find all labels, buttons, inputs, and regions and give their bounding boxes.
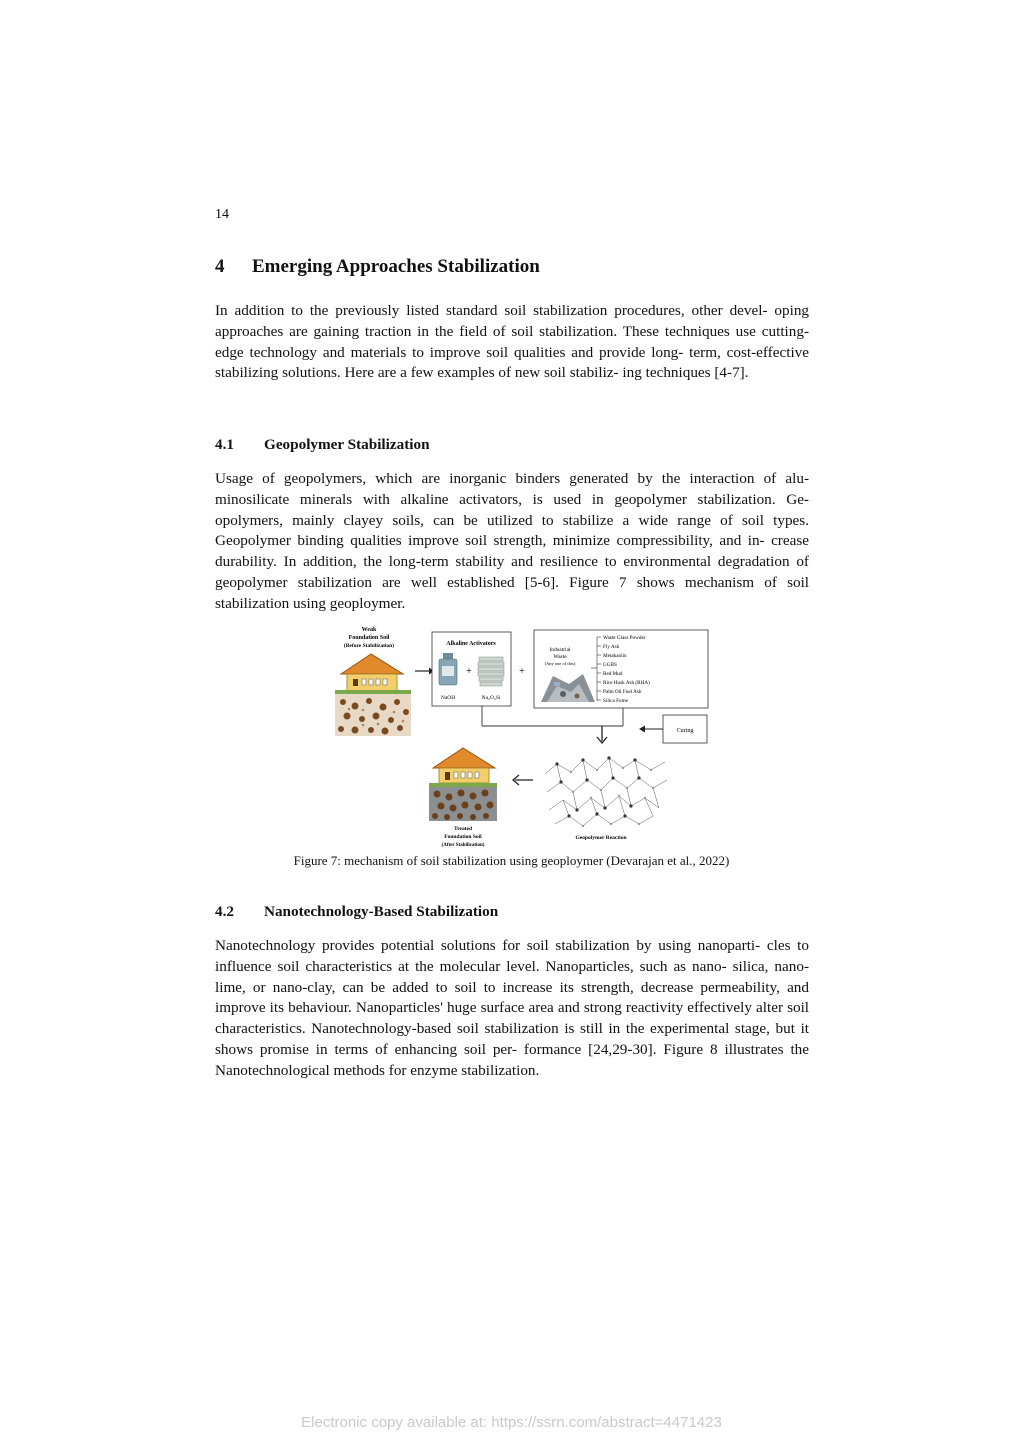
- subsection-heading-nanotechnology: 4.2 Nanotechnology-Based Stabilization: [215, 903, 499, 920]
- treated-soil-label-2: Foundation Soil: [444, 834, 482, 840]
- curing-label: Curing: [676, 728, 694, 734]
- geopolymer-paragraph: Usage of geopolymers, which are inorganic binders generated by the interaction of alu- minosilicate minerals with alkaline activators, is used in geopolymer stabilization. Ge- opolymers, mainly clayey soils, can be utilized to stabilize a wide range of soil types. Geopolymer binding qualities improve soil strength, minimize compressibility, and in- crease durability. In addition, the long-term stability and resilience to environmental degradation of geopolymer stabilization are well established [5-6]. Figure 7 shows mechanism of soil stabilization using geoploymer.: [215, 470, 810, 612]
- waste-item-4: GGBS: [603, 662, 617, 668]
- plus-sign-2: +: [519, 666, 525, 677]
- weak-soil-label-1: Weak: [361, 627, 377, 633]
- industrial-waste-label-3: (Any one of this): [544, 661, 576, 666]
- alkaline-activators-label: Alkaline Activators: [446, 641, 496, 647]
- weak-soil-label-3: (Before Stabilization): [343, 643, 395, 649]
- waste-item-7: Palm Oil Fuel Ash: [603, 689, 642, 695]
- waste-item-6: Rice Husk Ash (RHA): [603, 680, 650, 686]
- geopolymer-network-icon: [545, 758, 667, 826]
- section-number: 4: [215, 256, 225, 277]
- waste-item-8: Silica Fume: [603, 698, 628, 704]
- treated-soil-icon: [429, 787, 497, 821]
- house-after-icon: [429, 748, 497, 787]
- industrial-waste-label-2: Waste: [553, 654, 567, 660]
- figure-caption: Figure 7: mechanism of soil stabilization using geoploymer (Devarajan et al., 2022): [293, 853, 730, 868]
- treated-soil-label-3: (After Stabilization): [441, 843, 485, 848]
- weak-soil-label-2: Foundation Soil: [348, 635, 390, 641]
- geopolymer-reaction-label: Geopolymer Reaction: [575, 835, 627, 841]
- industrial-waste-label-1: Industrial: [549, 647, 571, 653]
- naoh-label: NaOH: [440, 695, 456, 701]
- waste-item-1: Waste Glass Powder: [603, 635, 646, 641]
- waste-item-2: Fly Ash: [603, 644, 620, 650]
- na2o-si-label: Na₂O₂Si: [481, 695, 501, 701]
- weak-soil-icon: [335, 694, 411, 736]
- nanotechnology-paragraph: Nanotechnology provides potential solutions for soil stabilization by using nanoparti- cles to influence soil characteristics at the molecular level. Nanoparticles, such as nano- silica, nano-lime, or nano-clay, can be added to soil to increase its strength, decrease permeability, and improve its behaviour. Nanoparticles' huge surface area and strong reactivity effectively alter soil characteristics. Nanotechnology-based soil stabilization is still in the experimental stage, but it shows promise in terms of enhancing soil per- formance [24,29-30]. Figure 8 illustrates the Nanotechnological methods for enzyme stabilization.: [215, 937, 810, 1079]
- house-before-icon: [335, 654, 411, 694]
- plus-sign-1: +: [466, 666, 472, 677]
- page-number: 14: [215, 207, 229, 222]
- subsection-heading-geopolymer: 4.1 Geopolymer Stabilization: [215, 436, 430, 453]
- waste-item-5: Red Mud: [603, 671, 623, 677]
- section-heading: [215, 256, 540, 278]
- treated-soil-label-1: Treated: [453, 826, 473, 832]
- footer-ssrn-link[interactable]: Electronic copy available at: https://ssrn.com/abstract=4471423: [301, 1414, 722, 1431]
- figure-geopolymer-mechanism: [333, 624, 711, 850]
- section-title: Emerging Approaches Stabilization: [252, 256, 540, 277]
- waste-item-3: Metakaolin: [603, 653, 627, 659]
- intro-paragraph: In addition to the previously listed standard soil stabilization procedures, other devel- oping approaches are gaining traction in the field of soil stabilization. These techniques use cutting-edge technology and materials to improve soil qualities and provide long- term, cost-effective stabilizing solutions. Here are a few examples of new soil stabiliz- ing techniques [4-7].: [215, 302, 810, 382]
